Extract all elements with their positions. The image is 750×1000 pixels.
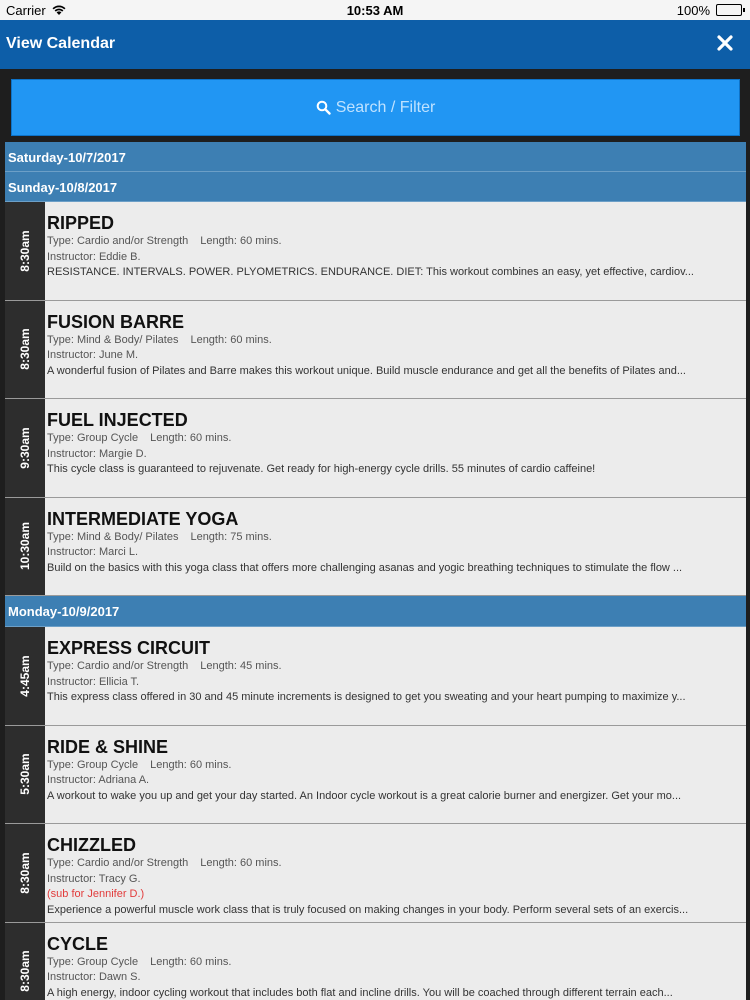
class-type-length (47, 856, 743, 872)
class-details (47, 637, 743, 706)
status-bar (0, 0, 750, 20)
class-description: A high energy, indoor cycling workout that includes both flat and incline drills. You will be coached through different terrain each... (47, 986, 673, 999)
close-icon[interactable] (716, 34, 734, 52)
class-type: Type: Cardio and/or Strength (47, 857, 189, 869)
class-type-length (47, 659, 743, 675)
day-header: Sunday-10/8/2017 (5, 172, 746, 202)
class-type: Type: Mind & Body/ Pilates (47, 333, 179, 346)
battery-percent: 100% (676, 3, 710, 18)
class-schedule-list[interactable] (5, 142, 746, 1000)
search-filter-button[interactable] (11, 79, 740, 136)
class-time-cell (5, 627, 45, 725)
class-time-cell (5, 498, 45, 596)
class-details (47, 311, 743, 380)
class-time: 10:30am (18, 522, 32, 571)
class-type: Type: Group Cycle (47, 432, 139, 444)
class-row[interactable] (5, 301, 746, 400)
class-description: Experience a powerful muscle work class that is truly focused on making changes in your body. Perform several sets of an exercis... (47, 903, 689, 916)
class-length: Length: 60 mins. (200, 857, 282, 869)
app-header (0, 20, 750, 69)
class-instructor: Instructor: June M. (47, 349, 139, 361)
class-length: Length: 60 mins. (150, 758, 232, 771)
class-length: Length: 60 mins. (150, 955, 232, 968)
class-type-length (47, 758, 743, 774)
class-type-length (47, 955, 743, 971)
class-time: 8:30am (18, 852, 32, 894)
class-time: 8:30am (18, 950, 32, 992)
class-row[interactable] (5, 202, 746, 301)
class-row[interactable] (5, 726, 746, 825)
page-title: View Calendar (6, 35, 116, 52)
class-row[interactable] (5, 399, 746, 498)
class-name: EXPRESS CIRCUIT (47, 638, 211, 658)
class-time: 8:30am (18, 230, 32, 272)
class-length: Length: 75 mins. (190, 530, 272, 543)
class-length: Length: 60 mins. (200, 235, 282, 247)
class-name: FUEL INJECTED (47, 410, 188, 430)
class-row[interactable] (5, 498, 746, 597)
class-type: Type: Cardio and/or Strength (47, 235, 189, 247)
class-instructor: Instructor: Adriana A. (47, 774, 150, 786)
class-type: Type: Group Cycle (47, 758, 139, 771)
class-type: Type: Cardio and/or Strength (47, 660, 189, 672)
class-instructor: Instructor: Ellicia T. (47, 675, 140, 688)
class-time: 9:30am (18, 427, 32, 469)
class-type-length (47, 431, 743, 447)
class-time-cell (5, 301, 45, 399)
class-details (47, 212, 743, 281)
class-instructor: Instructor: Margie D. (47, 447, 147, 460)
battery-icon (716, 4, 742, 16)
day-header: Saturday-10/7/2017 (5, 142, 746, 172)
class-details (47, 933, 743, 1000)
class-details (47, 508, 743, 577)
class-name: FUSION BARRE (47, 311, 185, 332)
class-time-cell (5, 202, 45, 300)
search-filter-label: Search / Filter (335, 98, 436, 116)
class-description: RESISTANCE. INTERVALS. POWER. PLYOMETRICS. ENDURANCE. DIET: This workout combines an easy, yet effective, cardiov... (47, 266, 694, 278)
class-description: A workout to wake you up and get your day started. An Indoor cycle workout is a great calorie burner and energizer. Get your mo... (47, 789, 682, 802)
class-name: RIDE & SHINE (47, 736, 169, 757)
class-time: 8:30am (18, 328, 32, 370)
class-time-cell (5, 824, 45, 922)
class-name: RIPPED (47, 213, 115, 233)
class-description: A wonderful fusion of Pilates and Barre makes this workout unique. Build muscle endurance and get all the benefits of Pilates and... (47, 364, 686, 377)
class-length: Length: 60 mins. (190, 333, 272, 346)
search-icon (316, 100, 331, 115)
day-header: Monday-10/9/2017 (5, 596, 746, 627)
class-row[interactable] (5, 627, 746, 726)
class-type-length (47, 333, 743, 349)
class-type: Type: Group Cycle (47, 955, 139, 968)
class-time: 4:45am (18, 655, 32, 697)
class-description: Build on the basics with this yoga class that offers more challenging asanas and yogic breathing techniques to stimulate the flow ... (47, 561, 683, 574)
class-type: Type: Mind & Body/ Pilates (47, 530, 179, 543)
class-time: 5:30am (18, 753, 32, 795)
class-length: Length: 60 mins. (150, 432, 232, 444)
class-instructor: Instructor: Eddie B. (47, 250, 141, 263)
class-instructor: Instructor: Dawn S. (47, 971, 141, 983)
class-time-cell (5, 726, 45, 824)
carrier-label: Carrier (6, 3, 46, 18)
class-name: CYCLE (47, 933, 109, 954)
class-type-length (47, 530, 743, 546)
class-details (47, 834, 743, 918)
class-substitute: (sub for Jennifer D.) (47, 888, 145, 900)
class-name: CHIZZLED (47, 835, 136, 855)
class-description: This express class offered in 30 and 45 minute increments is designed to get you sweating and your heart pumping to maximize y... (47, 691, 686, 703)
class-description: This cycle class is guaranteed to rejuvenate. Get ready for high-energy cycle drills. 55 minutes of cardio caffeine! (47, 463, 596, 475)
class-length: Length: 45 mins. (200, 660, 282, 672)
class-time-cell (5, 923, 45, 1000)
class-details (47, 409, 743, 478)
class-row[interactable] (5, 923, 746, 1000)
class-time-cell (5, 399, 45, 497)
class-instructor: Instructor: Tracy G. (47, 872, 141, 885)
class-row[interactable] (5, 824, 746, 923)
class-details (47, 736, 743, 805)
class-instructor: Instructor: Marci L. (47, 546, 139, 558)
class-name: INTERMEDIATE YOGA (47, 508, 239, 529)
class-type-length (47, 234, 743, 250)
clock: 10:53 AM (346, 3, 404, 18)
